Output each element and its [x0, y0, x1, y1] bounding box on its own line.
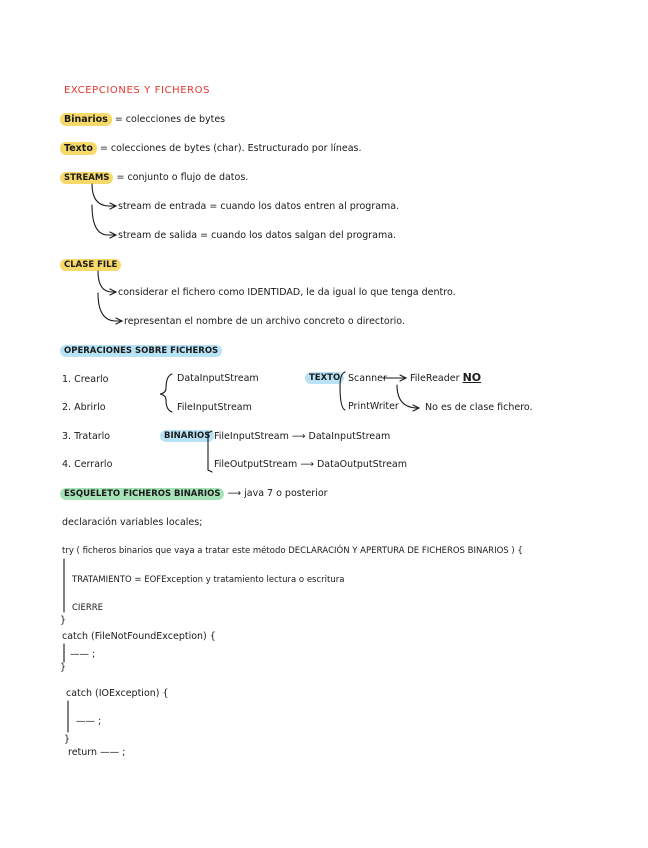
texto-term: Texto [60, 142, 97, 155]
arrow-icon: ⟶ [227, 488, 245, 499]
binarios-line [60, 114, 225, 126]
esqueleto-line [60, 488, 328, 500]
code-return: return —— ; [68, 747, 126, 758]
bin-row-1-to: DataInputStream [308, 431, 391, 442]
clase-file-arrow-1-icon [98, 271, 116, 292]
printwriter-arrow-icon [397, 385, 418, 408]
step-cerrar: 4. Cerrarlo [62, 459, 113, 470]
step-tratar: 3. Tratarlo [62, 431, 111, 442]
bin-row-2-from: FileOutputStream [214, 459, 298, 470]
code-body-2: —— ; [76, 716, 102, 727]
binarios-term: Binarios [60, 113, 112, 126]
arrow-icon: ⟶ [291, 431, 309, 442]
code-close-2: } [60, 662, 67, 673]
texto-badge [305, 372, 344, 384]
code-catch-1: catch (FileNotFoundException) { [62, 631, 216, 642]
brace-icon [160, 374, 172, 412]
stream-entrada-arrow-icon [92, 184, 116, 206]
clase-file-line [60, 259, 121, 271]
clase-file-item-1: considerar el fichero como IDENTIDAD, le da igual lo que tenga dentro. [118, 287, 456, 298]
bin-row-2-to: DataOutputStream [316, 459, 408, 470]
clase-file-term: CLASE FILE [60, 259, 121, 271]
stream-fileinput: FileInputStream [177, 402, 252, 413]
code-catch-2: catch (IOException) { [66, 688, 169, 699]
filereader: FileReader [410, 373, 460, 384]
page-title: EXCEPCIONES Y FICHEROS [64, 85, 211, 96]
operaciones-line [60, 345, 222, 357]
esqueleto-heading: ESQUELETO FICHEROS BINARIOS [60, 488, 224, 500]
step-crear: 1. Crearlo [62, 374, 109, 385]
streams-term: STREAMS [60, 172, 113, 184]
stream-entrada: stream de entrada = cuando los datos entren al programa. [118, 201, 400, 212]
texto-scanner: Scanner [348, 373, 387, 384]
step-abrir: 2. Abrirlo [62, 402, 106, 413]
stream-salida-arrow-icon [92, 205, 116, 235]
texto-line [60, 143, 362, 155]
no-clase-note: No es de clase fichero. [425, 402, 533, 413]
binarios-def: = colecciones de bytes [114, 114, 226, 125]
filereader-line [410, 372, 481, 385]
filereader-no: NO [462, 371, 482, 384]
binarios-label: BINARIOS [160, 430, 214, 442]
arrow-icon: ⟶ [300, 459, 317, 470]
code-try: try ( ficheros binarios que vaya a tratar este método DECLARACIÓN Y APERTURA DE FICHEROS BINARIOS ) { [62, 546, 523, 556]
texto-label: TEXTO [305, 372, 344, 384]
stream-salida: stream de salida = cuando los datos salgan del programa. [118, 230, 397, 241]
esqueleto-note: java 7 o posterior [244, 488, 328, 499]
bin-row-2 [214, 459, 407, 471]
code-decl: declaración variables locales; [62, 517, 203, 528]
code-body-1: —— ; [70, 649, 96, 660]
operaciones-heading: OPERACIONES SOBRE FICHEROS [60, 345, 222, 357]
stream-datainput: DataInputStream [177, 373, 259, 384]
clase-file-item-2: representan el nombre de un archivo concreto o directorio. [124, 316, 405, 327]
code-close-1: } [60, 615, 67, 626]
bin-row-1 [214, 431, 390, 443]
code-close-3: } [64, 734, 71, 745]
texto-def: = colecciones de bytes (char). Estructurado por líneas. [99, 143, 362, 154]
code-cierre: CIERRE [72, 603, 103, 613]
streams-def: = conjunto o flujo de datos. [116, 172, 249, 183]
texto-printwriter: PrintWriter [348, 401, 399, 412]
binarios-badge [160, 430, 214, 442]
code-tratamiento: TRATAMIENTO = EOFException y tratamiento lectura o escritura [72, 575, 345, 585]
streams-line [60, 172, 248, 184]
bin-row-1-from: FileInputStream [214, 431, 289, 442]
